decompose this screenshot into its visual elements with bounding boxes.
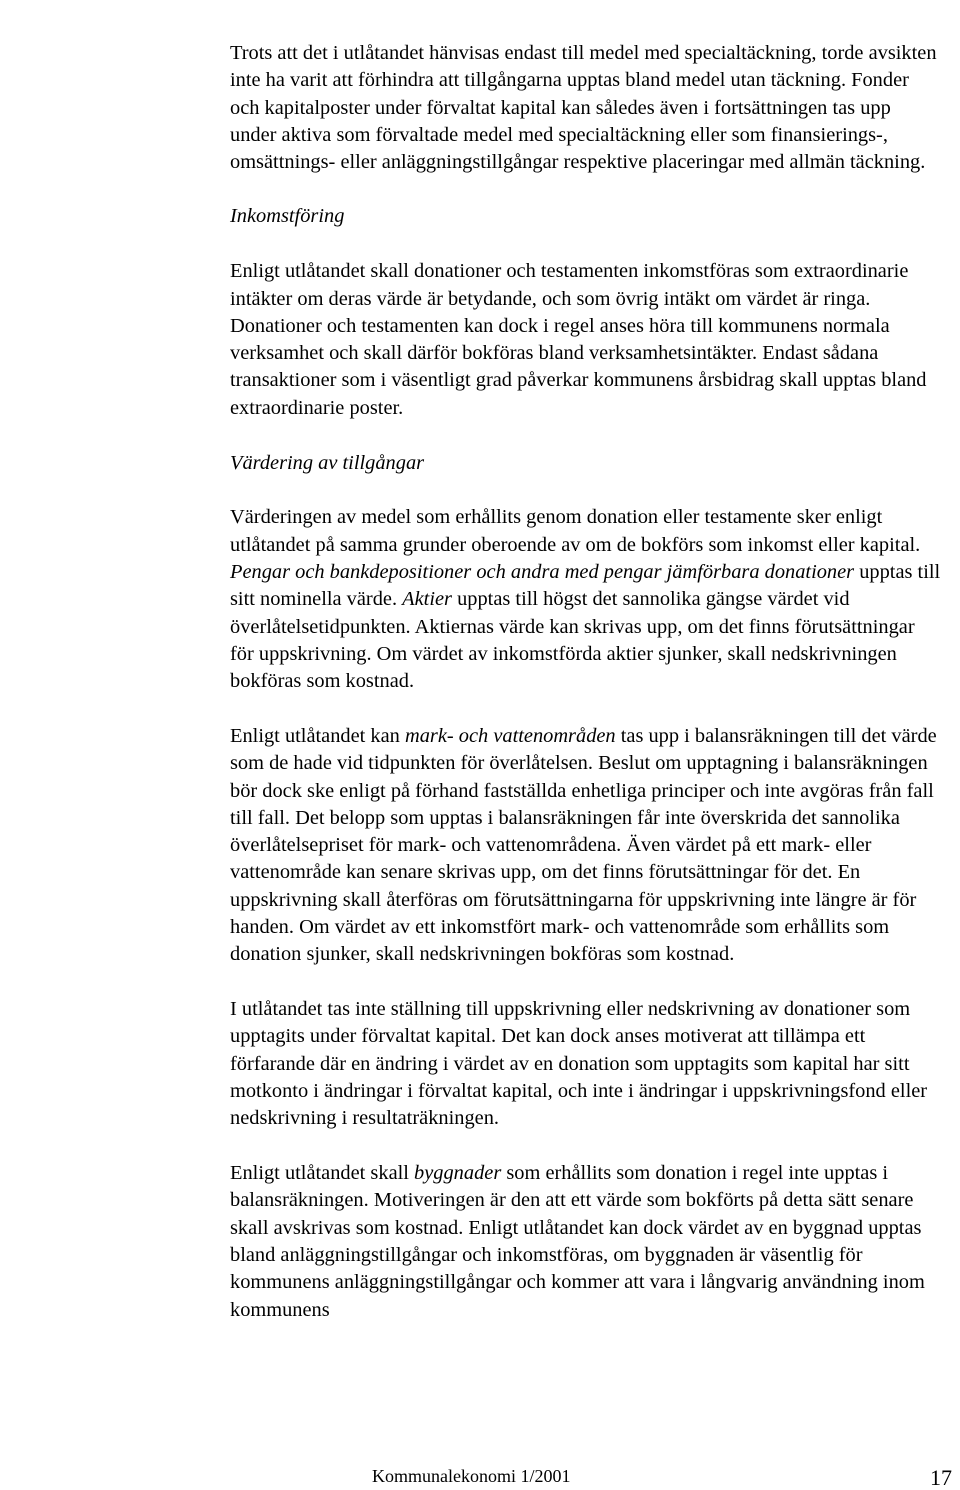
italic-run: Pengar och bankdepositioner och andra med pengar jämförbara donationer [230, 560, 855, 583]
text-run: Enligt utlåtandet kan [230, 724, 405, 747]
text-run: upptas till sitt nominella värde. [230, 560, 941, 611]
italic-run: mark- och vattenområden [404, 724, 616, 747]
text-run: som erhållits som donation i regel inte upptas i balansräkningen. Motiveringen är den att ett värde som bokförts på detta sätt senare skall avskrivas som kostnad. Enligt utlåtandet kan dock värdet av en byggnad upptas bland anläggningstillgångar och inkomstföras, om byggnaden är väsentlig för kommunens anläggningstillgångar och kommer att vara i långvarig användning inom kommunens [230, 1162, 925, 1321]
text-run: upptas till högst det sannolika gängse värdet vid överlåtelsetidpunkten. Aktiernas värde kan skrivas upp, om det finns förutsättningar för uppskrivning. Om värdet av inkomstförda aktier sjunker, skall nedskrivningen bokföras som kostnad. [230, 588, 915, 693]
italic-run: byggnader [414, 1162, 502, 1185]
text-run: tas upp i balansräkningen till det värde som de hade vid tidpunkten för överlåtelsen. Beslut om upptagning i balansräkningen bör dock ske enligt på förhand fastställda enhetliga principer och inte avgöras från fall till fall. Det belopp som upptas i balansräkningen får inte överskrida det sannolika överlåtelsepriset för mark- och vattenområdena. Även värdet på ett mark- eller vattenområde kan senare skrivas upp, om det finns förutsättningar för det. En uppskrivning skall återföras om förutsättningarna för uppskrivning inte längre är för handen. Om värdet av ett inkomstfört mark- och vattenområde som erhållits som donation sjunker, skall nedskrivningen bokföras som kostnad. [230, 724, 937, 966]
heading-vardering: Värdering av tillgångar [230, 451, 425, 474]
paragraph-byggnader [230, 1160, 942, 1324]
text-run: Värderingen av medel som erhållits genom donation eller testamente sker enligt utlåtandet på samma grunder oberoende av om de bokförs som inkomst eller kapital. [230, 506, 921, 556]
text-run: Enligt utlåtandet skall [230, 1162, 415, 1185]
italic-run: Aktier [402, 588, 452, 611]
paragraph-forvaltat-kapital: I utlåtandet tas inte ställning till uppskrivning eller nedskrivning av donationer som upptagits under förvaltat kapital. Det kan dock anses motiverat att tillämpa ett förfarande där en ändring i värdet av en donation som upptagits som kapital har sitt motkonto i ändringar i förvaltat kapital, och inte i ändringar i uppskrivningsfond eller nedskrivning i resultaträkningen. [230, 998, 928, 1130]
paragraph-specialtackning: Trots att det i utlåtandet hänvisas endast till medel med specialtäckning, torde avsikten inte ha varit att förhindra att tillgångarna upptas bland medel utan täckning. Fonder och kapitalposter under förvaltat kapital kan således även i fortsättningen tas upp under aktiva som förvaltade medel med specialtäckning eller som finansierings-, omsättnings- eller anläggningstillgångar respektive placeringar med allmän täckning. [230, 42, 937, 174]
footer-publication: Kommunalekonomi 1/2001 [372, 1466, 571, 1486]
paragraph-vardering [230, 504, 942, 695]
document-body [230, 40, 942, 1324]
page-number: 17 [930, 1465, 952, 1490]
heading-inkomstforing: Inkomstföring [230, 205, 345, 228]
paragraph-mark-och-vatten [230, 723, 942, 969]
paragraph-inkomstforing: Enligt utlåtandet skall donationer och testamenten inkomstföras som extraordinarie intäkter om deras värde är betydande, och som övrig intäkt om värdet är ringa. Donationer och testamenten kan dock i regel anses höra till kommunens normala verksamhet och skall därför bokföras bland verksamhetsintäkter. Endast sådana transaktioner som i väsentligt grad påverkar kommunens årsbidrag skall upptas bland extraordinarie poster. [230, 260, 927, 419]
